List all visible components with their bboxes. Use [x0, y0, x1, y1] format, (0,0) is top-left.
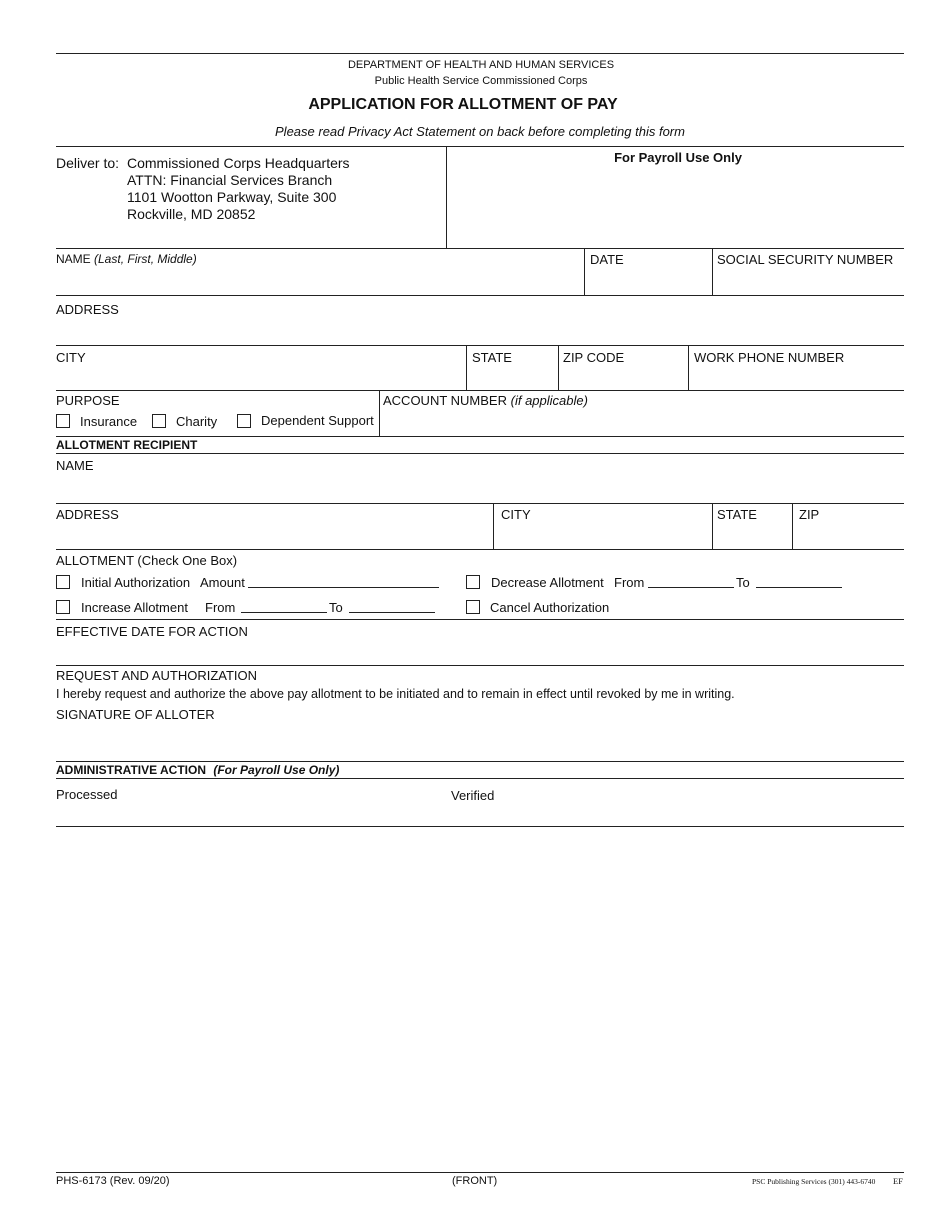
- date-field[interactable]: [588, 266, 708, 292]
- privacy-instruction: Please read Privacy Act Statement on back before completing this form: [275, 124, 685, 139]
- purpose-insurance-checkbox[interactable]: [56, 414, 70, 428]
- decrease-allotment-checkbox[interactable]: [466, 575, 480, 589]
- divider-ssn: [712, 248, 713, 295]
- rule-authorization-top: [56, 665, 904, 666]
- increase-from-field[interactable]: [241, 612, 327, 613]
- page-side: (FRONT): [452, 1175, 498, 1187]
- divider-date: [584, 248, 585, 295]
- purpose-charity-label: Charity: [176, 414, 218, 429]
- decrease-from-field[interactable]: [648, 587, 734, 588]
- ssn-field[interactable]: [716, 266, 902, 292]
- divider-phone: [688, 345, 689, 390]
- page-title: APPLICATION FOR ALLOTMENT OF PAY: [308, 96, 618, 113]
- rule-recipient-top: [56, 436, 904, 437]
- rule-allotment-top: [56, 549, 904, 550]
- city-label: CITY: [56, 350, 86, 365]
- purpose-label: PURPOSE: [56, 393, 120, 408]
- state-label: STATE: [472, 350, 512, 365]
- verified-label: Verified: [451, 788, 495, 803]
- address-field[interactable]: [60, 318, 900, 342]
- rule-recipient-address-top: [56, 503, 904, 504]
- signature-field[interactable]: [60, 724, 900, 758]
- purpose-charity-checkbox[interactable]: [152, 414, 166, 428]
- deliver-to-line1: Commissioned Corps Headquarters: [127, 155, 350, 171]
- date-label: DATE: [590, 252, 624, 267]
- zip-field[interactable]: [562, 366, 684, 388]
- deliver-to-line4: Rockville, MD 20852: [127, 206, 256, 222]
- name-label-hint: (Last, First, Middle): [94, 252, 197, 266]
- deliver-to-line3: 1101 Wootton Parkway, Suite 300: [127, 189, 337, 205]
- initial-authorization-checkbox[interactable]: [56, 575, 70, 589]
- effective-date-field[interactable]: [60, 640, 900, 662]
- publisher-info: PSC Publishing Services (301) 443-6740: [752, 1177, 876, 1186]
- rule-footer: [56, 1172, 904, 1173]
- recipient-name-field[interactable]: [60, 474, 900, 500]
- increase-to-label: To: [329, 600, 343, 615]
- rule-name-top: [56, 248, 904, 249]
- form-number: PHS-6173 (Rev. 09/20): [56, 1175, 170, 1187]
- recipient-city-label: CITY: [501, 507, 531, 522]
- divider-recipient-state: [712, 503, 713, 549]
- increase-from-label: From: [205, 600, 236, 615]
- increase-to-field[interactable]: [349, 612, 435, 613]
- initial-authorization-label: Initial Authorization: [81, 575, 191, 590]
- recipient-zip-label: ZIP: [799, 507, 820, 522]
- allotment-label: ALLOTMENT (Check One Box): [56, 553, 238, 568]
- increase-allotment-checkbox[interactable]: [56, 600, 70, 614]
- admin-heading-hint: (For Payroll Use Only): [213, 763, 340, 777]
- department-name: DEPARTMENT OF HEALTH AND HUMAN SERVICES: [347, 59, 615, 71]
- purpose-dependent-label: Dependent Support: [261, 413, 374, 428]
- phone-label: WORK PHONE NUMBER: [694, 350, 845, 365]
- admin-heading: [56, 763, 339, 777]
- phone-field[interactable]: [692, 366, 902, 388]
- recipient-address-label: ADDRESS: [56, 507, 119, 522]
- name-label: [56, 252, 197, 266]
- amount-label: Amount: [200, 575, 245, 590]
- decrease-to-label: To: [736, 575, 750, 590]
- divider-zip: [558, 345, 559, 390]
- authorization-statement: I hereby request and authorize the above pay allotment to be initiated and to remain in effect until revoked by me in writing.: [56, 687, 735, 701]
- decrease-to-field[interactable]: [756, 587, 842, 588]
- cancel-authorization-label: Cancel Authorization: [490, 600, 610, 615]
- increase-allotment-label: Increase Allotment: [81, 600, 188, 615]
- divider-recipient-zip: [792, 503, 793, 549]
- ef-mark: EF: [893, 1176, 903, 1186]
- processed-label: Processed: [56, 787, 118, 802]
- agency-name: Public Health Service Commissioned Corps: [374, 75, 588, 87]
- amount-field[interactable]: [248, 587, 439, 588]
- deliver-to-line2: ATTN: Financial Services Branch: [127, 172, 333, 188]
- account-number-field[interactable]: [384, 410, 902, 434]
- recipient-address-field[interactable]: [60, 523, 488, 547]
- rule-admin-heading: [56, 778, 904, 779]
- purpose-insurance-label: Insurance: [80, 414, 138, 429]
- divider-account: [379, 390, 380, 436]
- rule-deliver-top: [56, 146, 904, 147]
- payroll-use-label: For Payroll Use Only: [614, 150, 742, 165]
- rule-effective-top: [56, 619, 904, 620]
- effective-date-label: EFFECTIVE DATE FOR ACTION: [56, 624, 248, 639]
- recipient-zip-field[interactable]: [796, 523, 902, 547]
- account-label-text: ACCOUNT NUMBER: [383, 393, 507, 408]
- recipient-heading: ALLOTMENT RECIPIENT: [56, 438, 198, 452]
- purpose-dependent-checkbox[interactable]: [237, 414, 251, 428]
- state-field[interactable]: [470, 366, 554, 388]
- applicant-name-field[interactable]: [60, 266, 580, 292]
- rule-address-top: [56, 295, 904, 296]
- account-label: [383, 393, 588, 408]
- city-field[interactable]: [60, 366, 462, 388]
- cancel-authorization-checkbox[interactable]: [466, 600, 480, 614]
- divider-recipient-city: [493, 503, 494, 549]
- decrease-from-label: From: [614, 575, 645, 590]
- recipient-name-label: NAME: [56, 458, 94, 473]
- admin-heading-text: ADMINISTRATIVE ACTION: [56, 763, 206, 777]
- deliver-to-label: Deliver to:: [56, 155, 120, 171]
- account-label-hint: (if applicable): [510, 393, 588, 408]
- recipient-state-label: STATE: [717, 507, 757, 522]
- rule-admin-top: [56, 761, 904, 762]
- zip-label: ZIP CODE: [563, 350, 625, 365]
- rule-admin-bottom: [56, 826, 904, 827]
- decrease-allotment-label: Decrease Allotment: [491, 575, 604, 590]
- recipient-state-field[interactable]: [716, 523, 788, 547]
- rule-purpose-top: [56, 390, 904, 391]
- divider-state: [466, 345, 467, 390]
- rule-city-top: [56, 345, 904, 346]
- ssn-label: SOCIAL SECURITY NUMBER: [717, 252, 894, 267]
- signature-label: SIGNATURE OF ALLOTER: [56, 707, 215, 722]
- address-label: ADDRESS: [56, 302, 119, 317]
- recipient-city-field[interactable]: [498, 523, 708, 547]
- rule-recipient-heading: [56, 453, 904, 454]
- authorization-label: REQUEST AND AUTHORIZATION: [56, 668, 258, 683]
- name-label-text: NAME: [56, 252, 91, 266]
- top-rule: [56, 53, 904, 54]
